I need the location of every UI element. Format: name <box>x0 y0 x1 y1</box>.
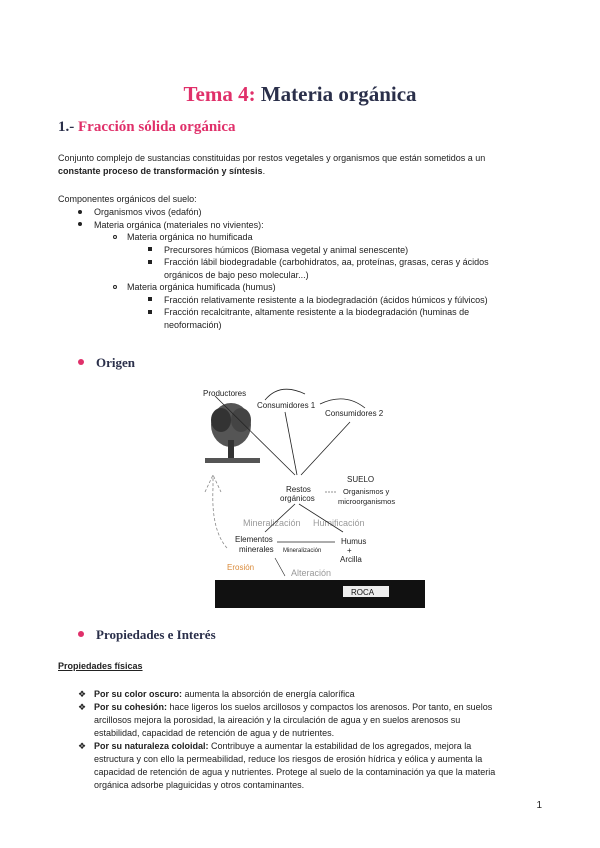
diagram-consumidores1: Consumidores 1 <box>257 401 316 410</box>
ring-bullet-icon <box>113 285 117 289</box>
page-title <box>0 82 600 107</box>
square-bullet-icon <box>148 310 152 314</box>
diagram-restos-2: orgánicos <box>280 494 315 503</box>
diamond-bullet-icon: ❖ <box>78 741 87 751</box>
physical-properties-heading: Propiedades físicas <box>58 661 143 671</box>
list-item: Materia orgánica humificada (humus) <box>113 281 276 293</box>
pink-bullet-icon <box>78 359 84 365</box>
bullet-icon <box>78 222 82 226</box>
square-bullet-icon <box>148 297 152 301</box>
origen-diagram <box>195 380 425 612</box>
section-title: Fracción sólida orgánica <box>78 119 236 135</box>
property-item: ❖ Por su naturaleza coloidal: Contribuye a aumentar la estabilidad de los agregados, mejora la estructura y con ello la permeabilidad, reduce los riesgos de erosión hídrica y eólica y aumenta la capacidad de retención de agua y nutrientes. Protege al suelo de la contaminación ya que la materia orgánica adsorbe plaguicidas y otros contaminantes. <box>78 741 496 790</box>
diagram-humificacion: Humificación <box>313 518 365 528</box>
intro-paragraph <box>58 152 485 178</box>
origen-heading: Origen <box>78 355 135 371</box>
list-item: Fracción lábil biodegradable (carbohidratos, aa, proteínas, grasas, ceras y ácidos <box>148 256 489 268</box>
rock-layer <box>215 580 425 608</box>
title-accent: Tema 4: <box>183 82 256 106</box>
list-item: Organismos vivos (edafón) <box>78 206 202 218</box>
diagram-organismos-1: Organismos y <box>343 487 390 496</box>
property-item: ❖ Por su color oscuro: aumenta la absorción de energía calorífica <box>78 689 355 699</box>
diagram-alteracion: Alteración <box>291 568 332 578</box>
page-number: 1 <box>536 800 542 811</box>
diamond-bullet-icon: ❖ <box>78 702 87 712</box>
square-bullet-icon <box>148 260 152 264</box>
diagram-mineralizacion-small: Mineralización <box>283 548 322 554</box>
diagram-mineralizacion: Mineralización <box>243 518 301 528</box>
section-heading <box>58 119 236 136</box>
diagram-arcilla: Arcilla <box>340 555 362 564</box>
square-bullet-icon <box>148 247 152 251</box>
diagram-elementos-2: minerales <box>239 545 274 554</box>
list-item-continuation: neoformación) <box>164 319 222 330</box>
intro-line-1: Conjunto complejo de sustancias constituidas por restos vegetales y organismos que están sometidos a un <box>58 153 486 163</box>
diagram-roca: ROCA <box>351 588 375 597</box>
diamond-bullet-icon: ❖ <box>78 689 87 699</box>
diagram-restos-1: Restos <box>286 485 311 494</box>
propiedades-heading: Propiedades e Interés <box>78 627 216 643</box>
list-item-continuation: orgánicos de bajo peso molecular...) <box>164 269 309 280</box>
diagram-consumidores2: Consumidores 2 <box>325 409 384 418</box>
list-item: Precursores húmicos (Biomasa vegetal y animal senescente) <box>148 244 408 256</box>
property-item: ❖ Por su cohesión: hace ligeros los suelos arcillosos y compactos los arenosos. Por tanto, en suelos arcillosos mejora la porosidad, la aireación y la circulación de agua y en suelos arenosos su estabilidad, capacidad de retención de agua y de nutrientes. <box>78 702 493 738</box>
list-item: Materia orgánica no humificada <box>113 231 253 243</box>
ring-bullet-icon <box>113 235 117 239</box>
list-item: Materia orgánica (materiales no vivientes): <box>78 219 264 231</box>
diagram-plus: + <box>347 546 352 555</box>
components-heading: Componentes orgánicos del suelo: <box>58 194 197 204</box>
bullet-icon <box>78 210 82 214</box>
tree-icon <box>205 403 260 463</box>
diagram-productores: Productores <box>203 389 247 398</box>
diagram-elementos-1: Elementos <box>235 535 273 544</box>
list-item: Fracción recalcitrante, altamente resistente a la biodegradación (huminas de <box>148 306 469 318</box>
intro-end: . <box>262 166 266 176</box>
diagram-humus: Humus <box>341 537 367 546</box>
diagram-erosion: Erosión <box>227 563 255 572</box>
title-rest: Materia orgánica <box>260 82 417 106</box>
pink-bullet-icon <box>78 631 84 637</box>
list-item: Fracción relativamente resistente a la biodegradación (ácidos húmicos y fúlvicos) <box>148 294 488 306</box>
intro-bold: constante proceso de transformación y síntesis <box>58 166 263 176</box>
section-number: 1.- <box>58 119 75 135</box>
diagram-suelo: SUELO <box>347 475 375 484</box>
diagram-organismos-2: microorganismos <box>338 497 396 506</box>
